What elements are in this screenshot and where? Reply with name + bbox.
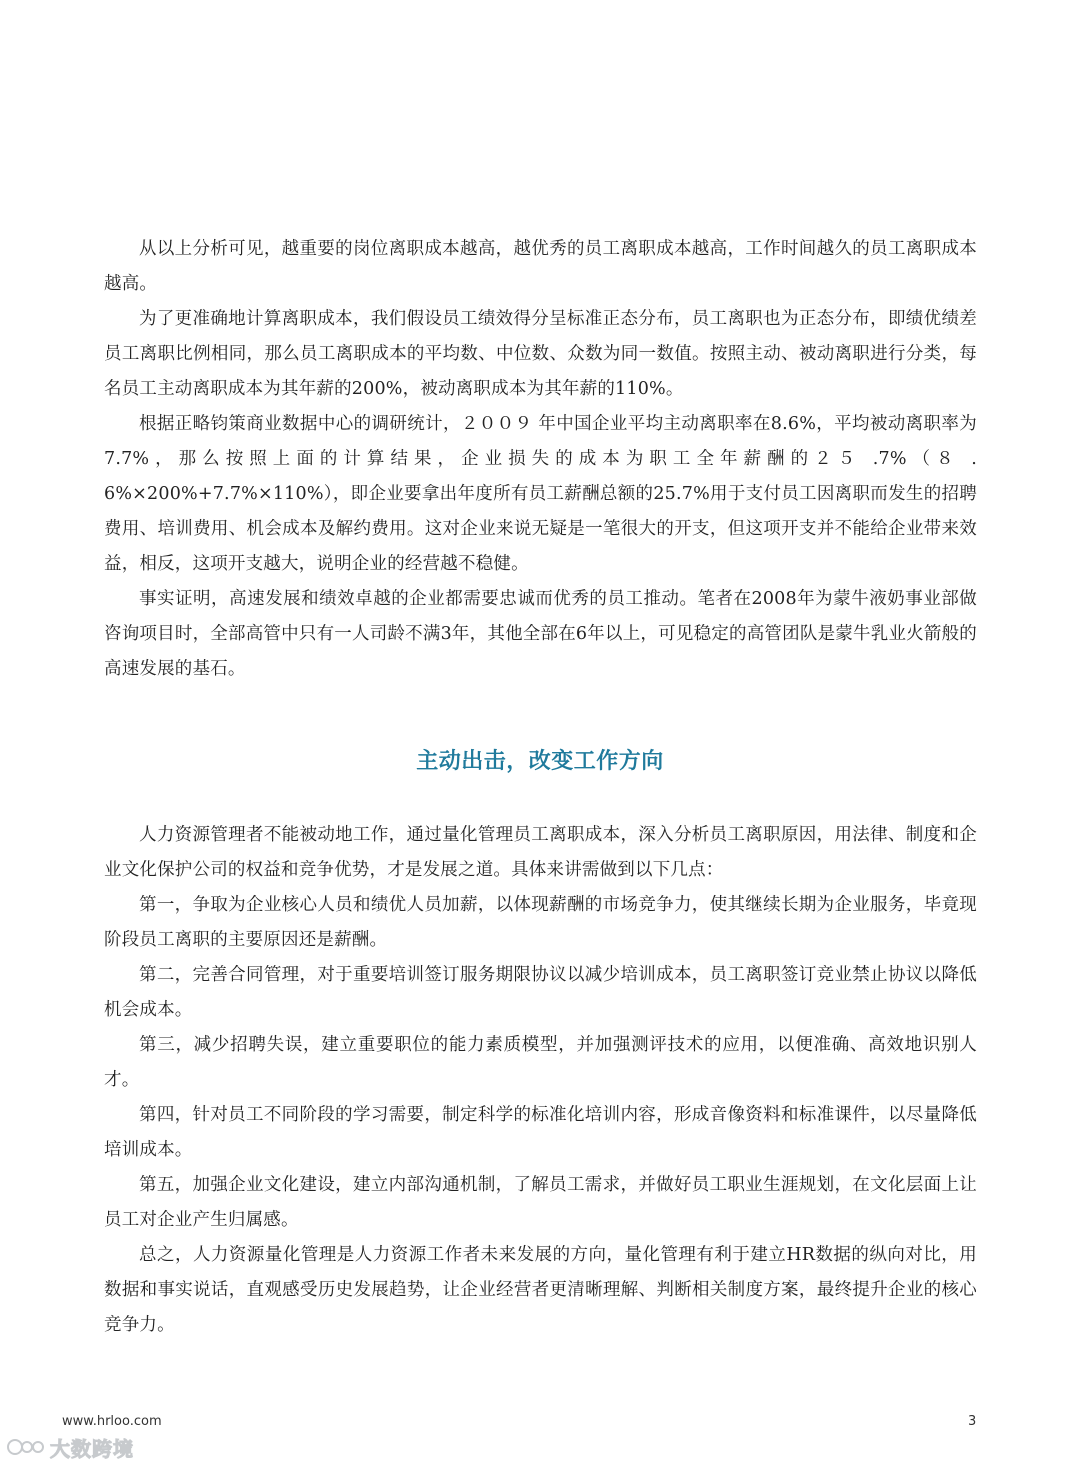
footer-url: www.hrloo.com bbox=[62, 1414, 162, 1429]
paragraph: 从以上分析可见，越重要的岗位离职成本越高，越优秀的员工离职成本越高，工作时间越久的员工离职成本越高。 bbox=[104, 239, 977, 294]
section-heading: 主动出击，改变工作方向 bbox=[416, 749, 664, 774]
page-number: 3 bbox=[968, 1414, 977, 1429]
paragraph: 第四，针对员工不同阶段的学习需要，制定科学的标准化培训内容，形成音像资料和标准课件，以尽量降低培训成本。 bbox=[104, 1105, 977, 1160]
paragraph: 第五，加强企业文化建设，建立内部沟通机制，了解员工需求，并做好员工职业生涯规划，在文化层面上让员工对企业产生归属感。 bbox=[104, 1175, 977, 1230]
watermark-text: 大数跨境 bbox=[50, 1436, 134, 1461]
watermark-logo-icon bbox=[6, 1435, 46, 1459]
paragraph: 为了更准确地计算离职成本，我们假设员工绩效得分呈标准正态分布，员工离职也为正态分布，即绩优绩差员工离职比例相同，那么员工离职成本的平均数、中位数、众数为同一数值。按照主动、被动离职进行分类，每名员工主动离职成本为其年薪的200%，被动离职成本为其年薪的110%。 bbox=[104, 309, 977, 399]
watermark bbox=[6, 1432, 134, 1462]
paragraph: 人力资源管理者不能被动地工作，通过量化管理员工离职成本，深入分析员工离职原因，用法律、制度和企业文化保护公司的权益和竞争优势，才是发展之道。具体来讲需做到以下几点： bbox=[104, 825, 977, 880]
paragraph: 第三，减少招聘失误，建立重要职位的能力素质模型，并加强测评技术的应用，以便准确、高效地识别人才。 bbox=[104, 1035, 977, 1090]
paragraph: 第一，争取为企业核心人员和绩优人员加薪，以体现薪酬的市场竞争力，使其继续长期为企业服务，毕竟现阶段员工离职的主要原因还是薪酬。 bbox=[104, 895, 977, 950]
paragraph: 总之，人力资源量化管理是人力资源工作者未来发展的方向，量化管理有利于建立HR数据的纵向对比，用数据和事实说话，直观感受历史发展趋势，让企业经营者更清晰理解、判断相关制度方案，最终提升企业的核心竞争力。 bbox=[104, 1245, 977, 1335]
paragraph: 第二，完善合同管理，对于重要培训签订服务期限协议以减少培训成本，员工离职签订竞业禁止协议以降低机会成本。 bbox=[104, 965, 977, 1020]
paragraph: 事实证明，高速发展和绩效卓越的企业都需要忠诚而优秀的员工推动。笔者在2008年为蒙牛液奶事业部做咨询项目时，全部高管中只有一人司龄不满3年，其他全部在6年以上，可见稳定的高管团队是蒙牛乳业火箭般的高速发展的基石。 bbox=[104, 589, 977, 679]
paragraph: 根据正略钧策商业数据中心的调研统计，２００９ 年中国企业平均主动离职率在8.6%，平均被动离职率为7.7%，那么按照上面的计算结果，企业损失的成本为职工全年薪酬的２５ .7%（８ . 6%×200%+7.7%×110%），即企业要拿出年度所有员工薪酬总额的25.7%用于支付员工因离职而发生的招聘费用、培训费用、机会成本及解约费用。这对企业来说无疑是一笔很大的开支，但这项开支并不能给企业带来效益，相反，这项开支越大，说明企业的经营越不稳健。 bbox=[104, 414, 977, 574]
body-section-top bbox=[104, 232, 977, 687]
body-section-bottom bbox=[104, 818, 977, 1343]
